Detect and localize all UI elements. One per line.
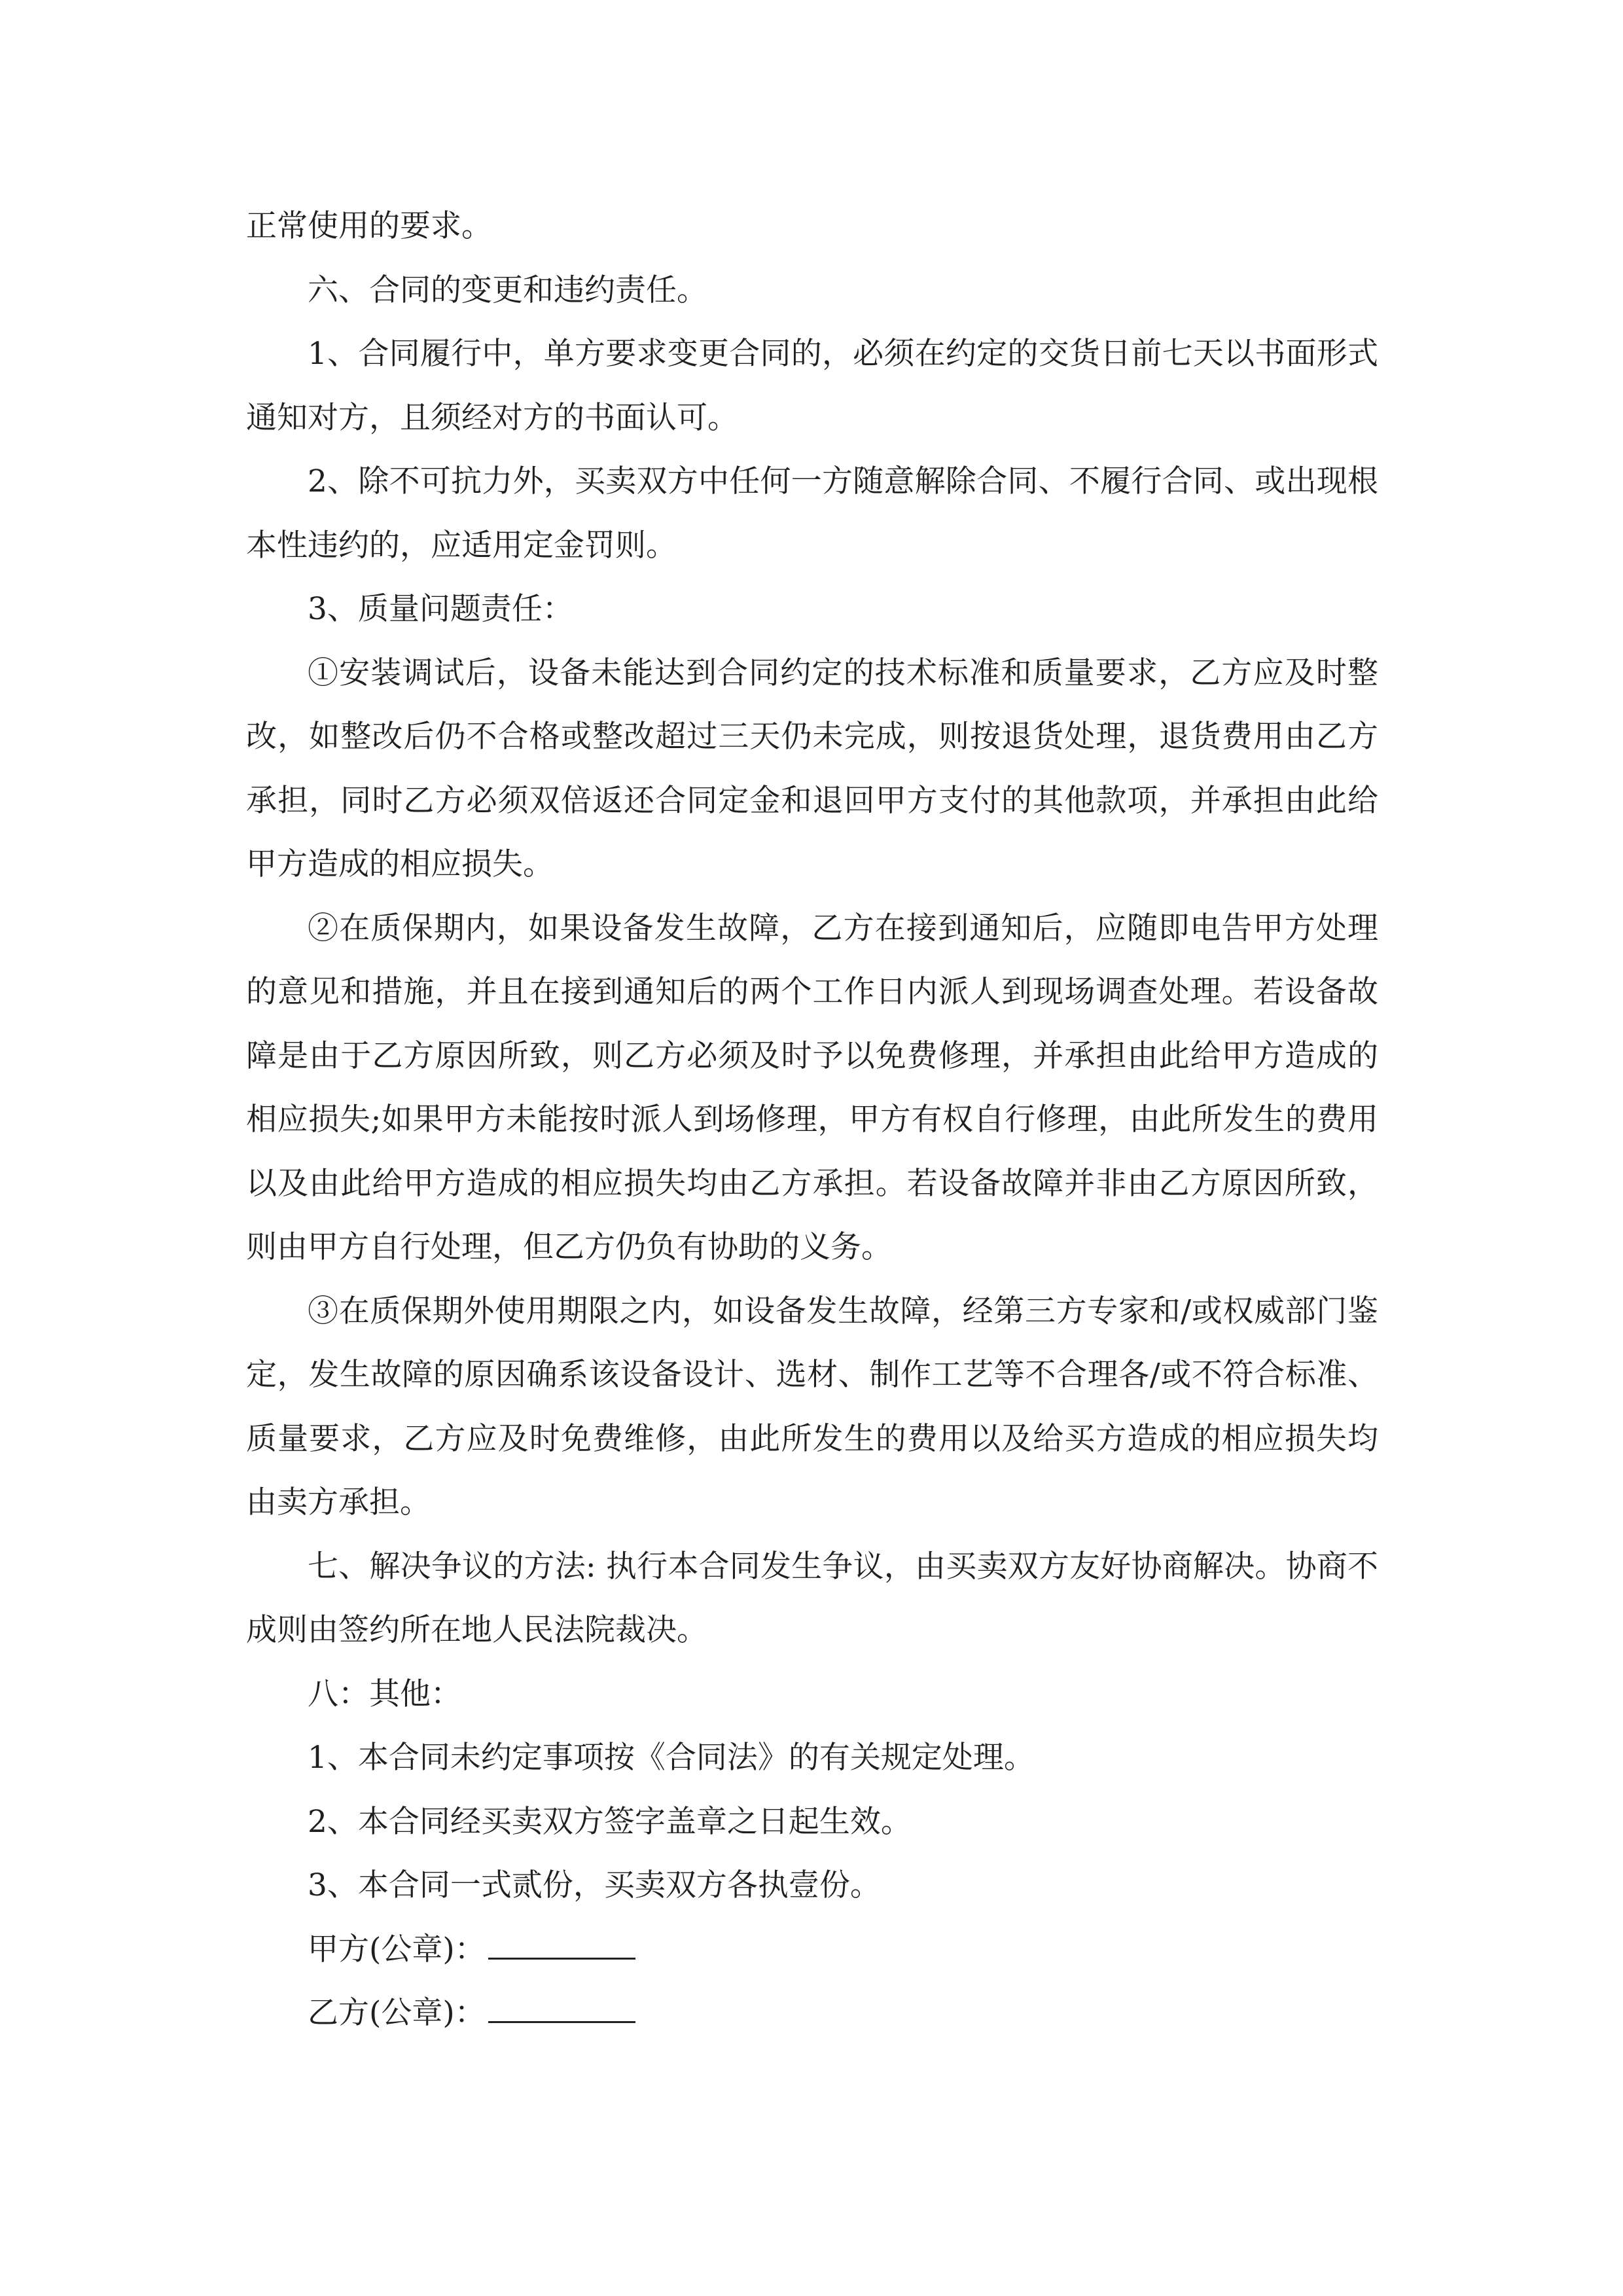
section-six-clause-1: 1、合同履行中，单方要求变更合同的，必须在约定的交货日前七天以书面形式通知对方，且须经对方的书面认可。 bbox=[246, 336, 1378, 436]
section-six-heading: 六、合同的变更和违约责任。 bbox=[308, 272, 707, 308]
section-six-clause-2: 2、除不可抗力外，买卖双方中任何一方随意解除合同、不履行合同、或出现根本性违约的，应适用定金罚则。 bbox=[246, 463, 1378, 564]
quality-clause-a: ①安装调试后，设备未能达到合同约定的技术标准和质量要求，乙方应及时整改，如整改后仍不合格或整改超过三天仍未完成，则按退货处理，退货费用由乙方承担，同时乙方必须双倍返还合同定金和退回甲方支付的其他款项，并承担由此给甲方造成的相应损失。 bbox=[246, 655, 1378, 882]
party-b-label: 乙方(公章)： bbox=[308, 1995, 486, 2031]
section-eight-clause-3: 3、本合同一式贰份，买卖双方各执壹份。 bbox=[308, 1867, 881, 1903]
quality-clause-c: ③在质保期外使用期限之内，如设备发生故障，经第三方专家和/或权威部门鉴定，发生故障的原因确系该设备设计、选材、制作工艺等不合理各/或不符合标准、质量要求，乙方应及时免费维修，由此所发生的费用以及给买方造成的相应损失均由卖方承担。 bbox=[246, 1293, 1378, 1520]
section-eight-clause-2: 2、本合同经买卖双方签字盖章之日起生效。 bbox=[308, 1803, 912, 1840]
party-b-signature-row bbox=[246, 1981, 1378, 2045]
party-b-signature-line bbox=[488, 1992, 635, 2023]
party-a-signature-line bbox=[488, 1929, 635, 1960]
contract-body bbox=[246, 194, 1378, 2045]
section-eight-heading: 八：其他： bbox=[308, 1676, 461, 1712]
paragraph-continued-text: 正常使用的要求。 bbox=[246, 208, 492, 244]
section-eight-clause-1: 1、本合同未约定事项按《合同法》的有关规定处理。 bbox=[308, 1740, 1035, 1776]
section-seven-dispute: 七、解决争议的方法: 执行本合同发生争议，由买卖双方友好协商解决。协商不成则由签约所在地人民法院裁决。 bbox=[246, 1548, 1378, 1648]
party-a-signature-row bbox=[246, 1918, 1378, 1982]
party-a-label: 甲方(公章)： bbox=[308, 1931, 486, 1967]
quality-clause-b: ②在质保期内，如果设备发生故障，乙方在接到通知后，应随即电告甲方处理的意见和措施，并且在接到通知后的两个工作日内派人到现场调查处理。若设备故障是由于乙方原因所致，则乙方必须及时予以免费修理，并承担由此给甲方造成的相应损失;如果甲方未能按时派人到场修理，甲方有权自行修理，由此所发生的费用以及由此给甲方造成的相应损失均由乙方承担。若设备故障并非由乙方原因所致，则由甲方自行处理，但乙方仍负有协助的义务。 bbox=[246, 910, 1378, 1265]
section-six-clause-3-heading: 3、质量问题责任： bbox=[308, 591, 573, 627]
